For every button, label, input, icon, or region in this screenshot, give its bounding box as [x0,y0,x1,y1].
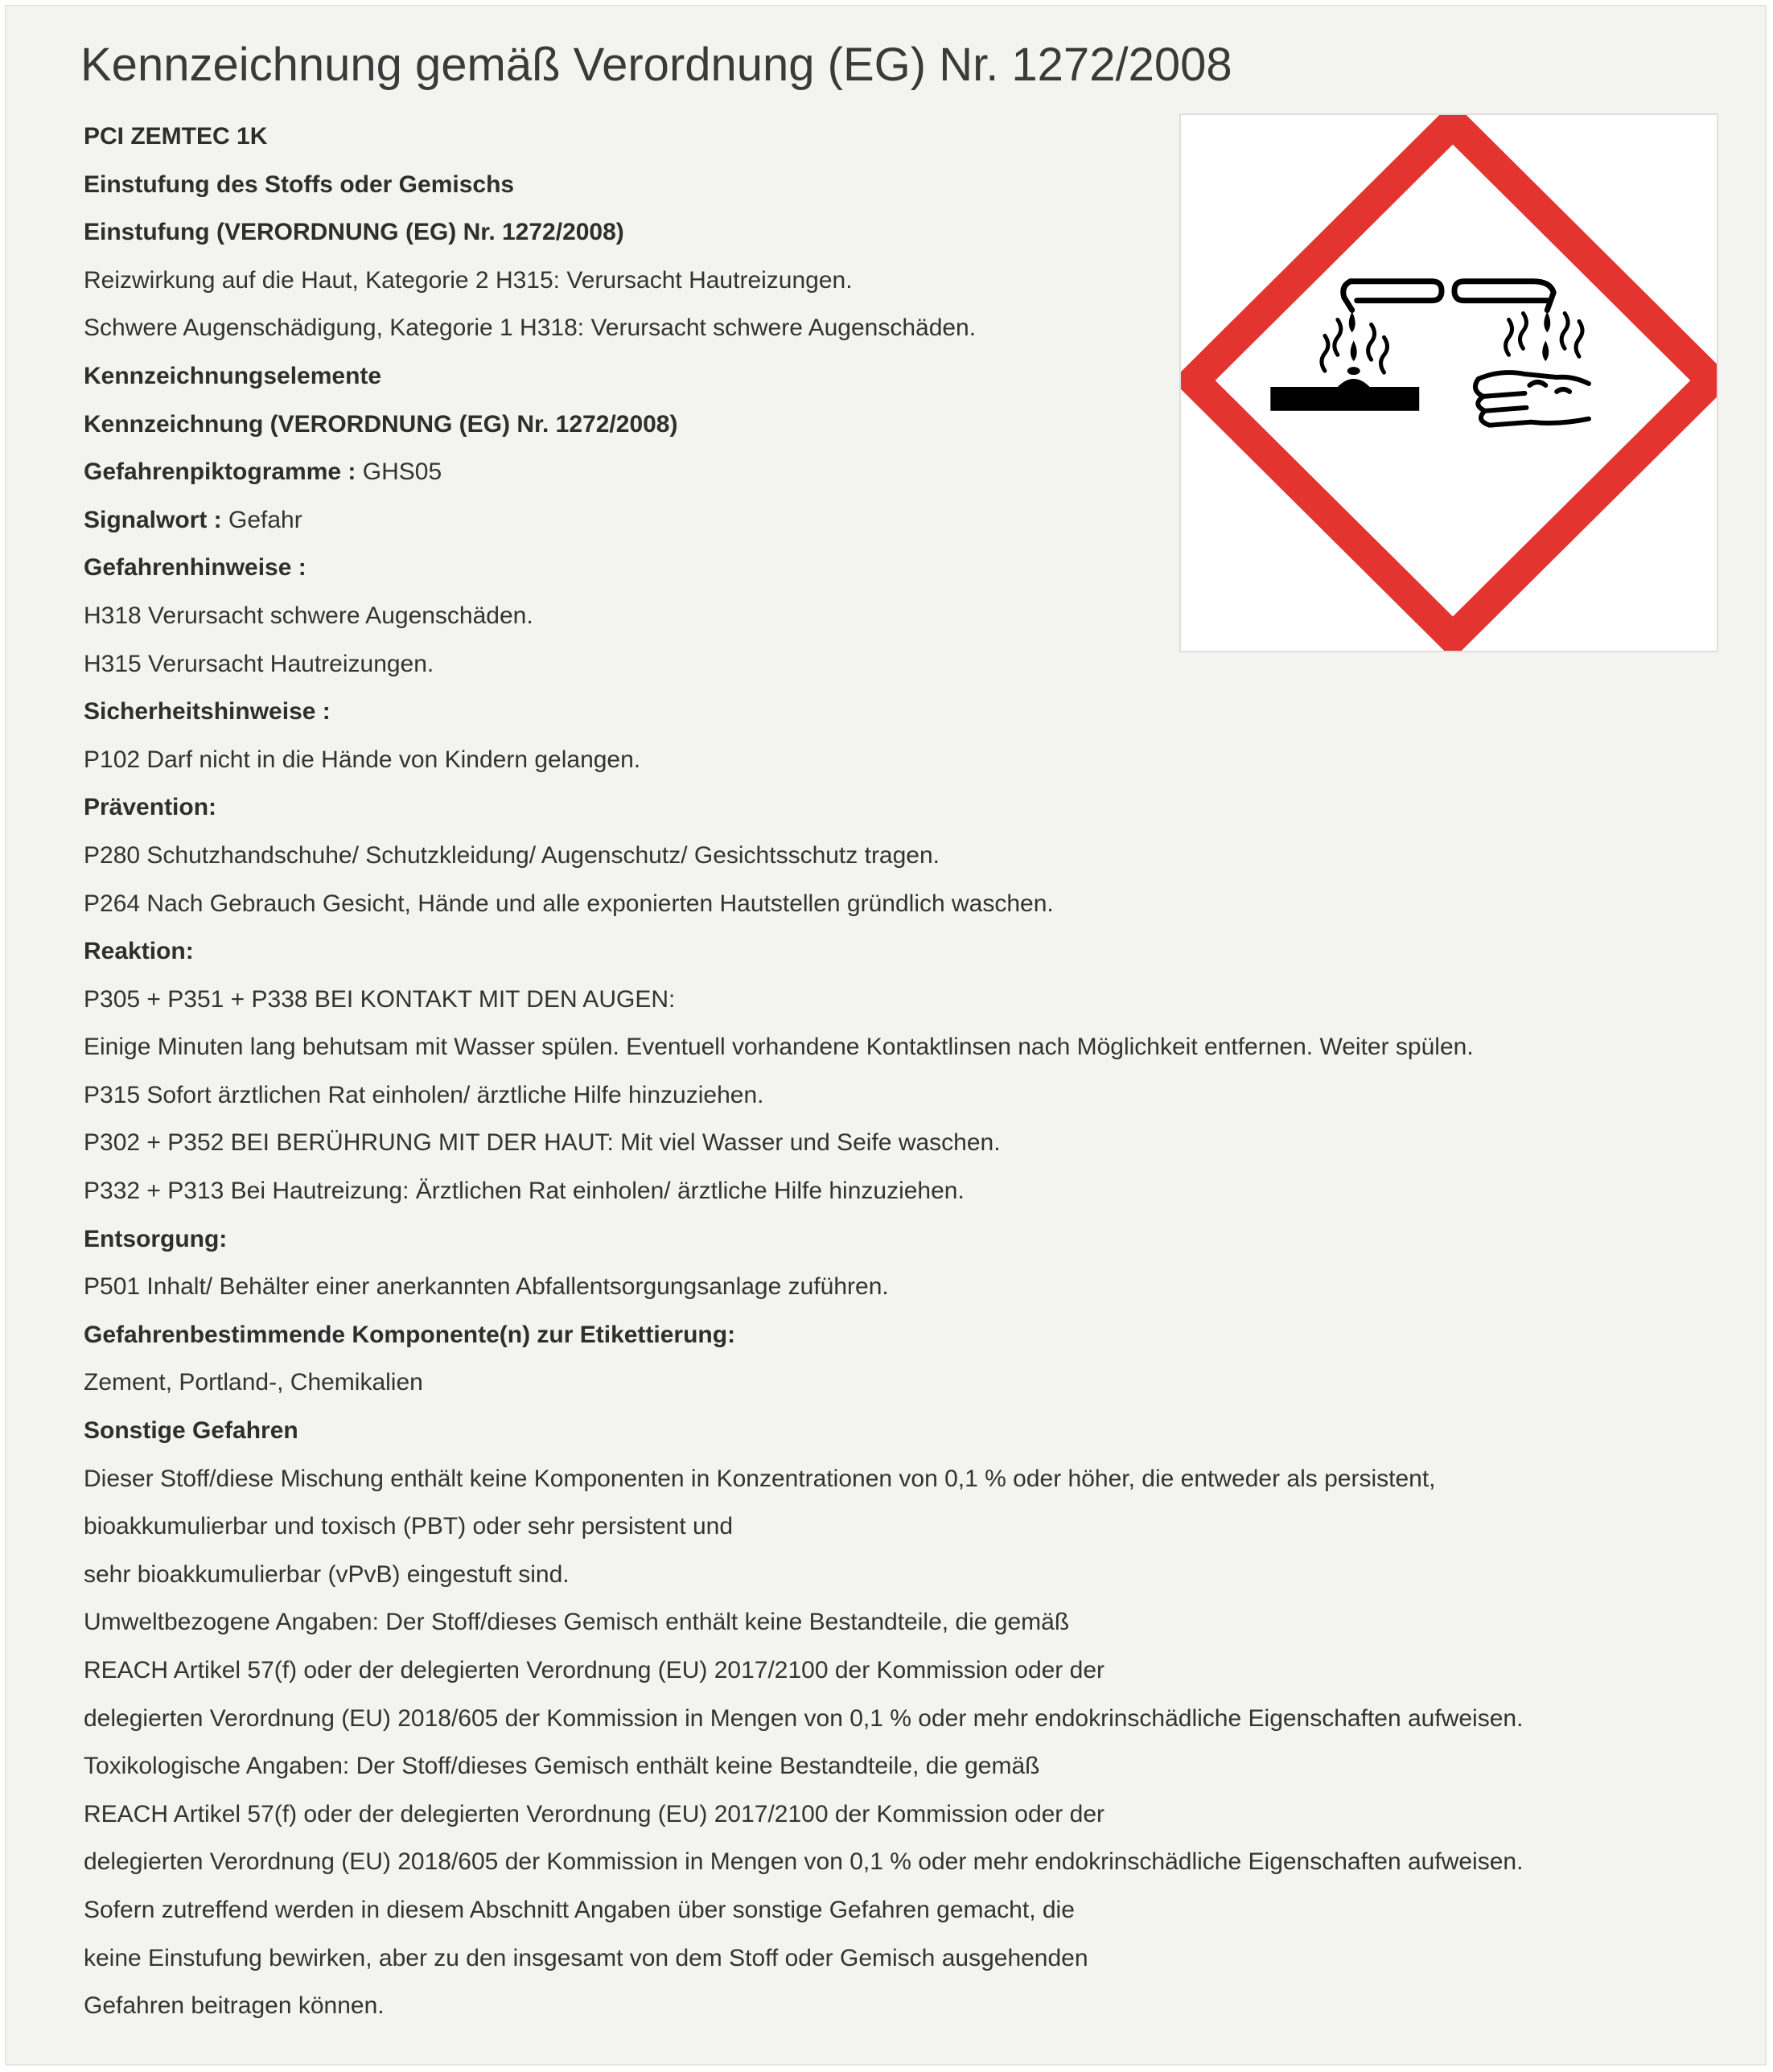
section-heading: Sonstige Gefahren [84,1417,298,1445]
section-heading: Einstufung (VERORDNUNG (EG) Nr. 1272/2008) [84,219,624,246]
page-title: Kennzeichnung gemäß Verordnung (EG) Nr. 1272/2008 [80,39,1232,91]
signal-word-line [84,496,1523,545]
field-label: Gefahrenpiktogramme : [84,458,356,486]
text-line: P102 Darf nicht in die Hände von Kindern gelangen. [84,746,641,773]
field-value: GHS05 [356,458,442,486]
section-heading: Sicherheitshinweise : [84,698,331,726]
text-line: delegierten Verordnung (EU) 2018/605 der Kommission in Mengen von 0,1 % oder mehr endokrinschädliche Eigenschaften aufweisen. [84,1704,1524,1732]
text-line: P305 + P351 + P338 BEI KONTAKT MIT DEN AUGEN: [84,985,676,1013]
section-heading: Kennzeichnungselemente [84,362,382,389]
section-heading: Gefahrenhinweise : [84,554,306,582]
section-heading: Gefahrenbestimmende Komponente(n) zur Etikettierung: [84,1321,736,1348]
pictogram-line [84,448,1523,496]
section-heading: Prävention: [84,794,217,821]
section-heading: Einstufung des Stoffs oder Gemischs [84,171,515,198]
document-panel [5,5,1767,2066]
text-line: REACH Artikel 57(f) oder der delegierten Verordnung (EU) 2017/2100 der Kommission oder der [84,1657,1105,1684]
section-heading: Entsorgung: [84,1225,228,1252]
text-line: Toxikologische Angaben: Der Stoff/dieses Gemisch enthält keine Bestandteile, die gemäß [84,1753,1040,1780]
text-line: delegierten Verordnung (EU) 2018/605 der Kommission in Mengen von 0,1 % oder mehr endokrinschädliche Eigenschaften aufweisen. [84,1848,1524,1876]
text-line: P280 Schutzhandschuhe/ Schutzkleidung/ Augenschutz/ Gesichtsschutz tragen. [84,841,940,869]
section-heading: Reaktion: [84,938,194,965]
text-line: H315 Verursacht Hautreizungen. [84,650,434,677]
text-line: Reizwirkung auf die Haut, Kategorie 2 H315: Verursacht Hautreizungen. [84,266,853,294]
text-line: Zement, Portland-, Chemikalien [84,1369,423,1396]
text-line: Schwere Augenschädigung, Kategorie 1 H318: Verursacht schwere Augenschäden. [84,314,977,342]
text-line: REACH Artikel 57(f) oder der delegierten Verordnung (EU) 2017/2100 der Kommission oder der [84,1800,1105,1827]
field-label: Signalwort : [84,506,222,533]
text-line: bioakkumulierbar und toxisch (PBT) oder sehr persistent und [84,1513,734,1540]
text-line: Einige Minuten lang behutsam mit Wasser spülen. Eventuell vorhandene Kontaktlinsen nach Möglichkeit entfernen. Weiter spülen. [84,1034,1474,1061]
text-line: Sofern zutreffend werden in diesem Abschnitt Angaben über sonstige Gefahren gemacht, die [84,1896,1075,1923]
product-name: PCI ZEMTEC 1K [84,123,268,150]
section-heading: Kennzeichnung (VERORDNUNG (EG) Nr. 1272/2008) [84,410,678,438]
text-line: Umweltbezogene Angaben: Der Stoff/dieses Gemisch enthält keine Bestandteile, die gemäß [84,1609,1070,1636]
text-line: P264 Nach Gebrauch Gesicht, Hände und alle exponierten Hautstellen gründlich waschen. [84,890,1054,917]
text-line: P302 + P352 BEI BERÜHRUNG MIT DER HAUT: Mit viel Wasser und Seife waschen. [84,1129,1001,1157]
text-line: sehr bioakkumulierbar (vPvB) eingestuft sind. [84,1560,570,1588]
label-text-lines [84,113,1523,2030]
text-line: keine Einstufung bewirken, aber zu den insgesamt von dem Stoff oder Gemisch ausgehenden [84,1944,1088,1971]
text-line: P332 + P313 Bei Hautreizung: Ärztlichen Rat einholen/ ärztliche Hilfe hinzuziehen. [84,1178,965,1205]
text-line: H318 Verursacht schwere Augenschäden. [84,602,533,629]
text-line: P501 Inhalt/ Behälter einer anerkannten Abfallentsorgungsanlage zuführen. [84,1273,889,1301]
text-line: P315 Sofort ärztlichen Rat einholen/ ärztliche Hilfe hinzuziehen. [84,1081,764,1108]
field-value: Gefahr [221,506,302,533]
text-line: Gefahren beitragen können. [84,1992,385,2020]
text-line: Dieser Stoff/diese Mischung enthält keine Komponenten in Konzentrationen von 0,1 % oder höher, die entweder als persistent, [84,1465,1436,1492]
